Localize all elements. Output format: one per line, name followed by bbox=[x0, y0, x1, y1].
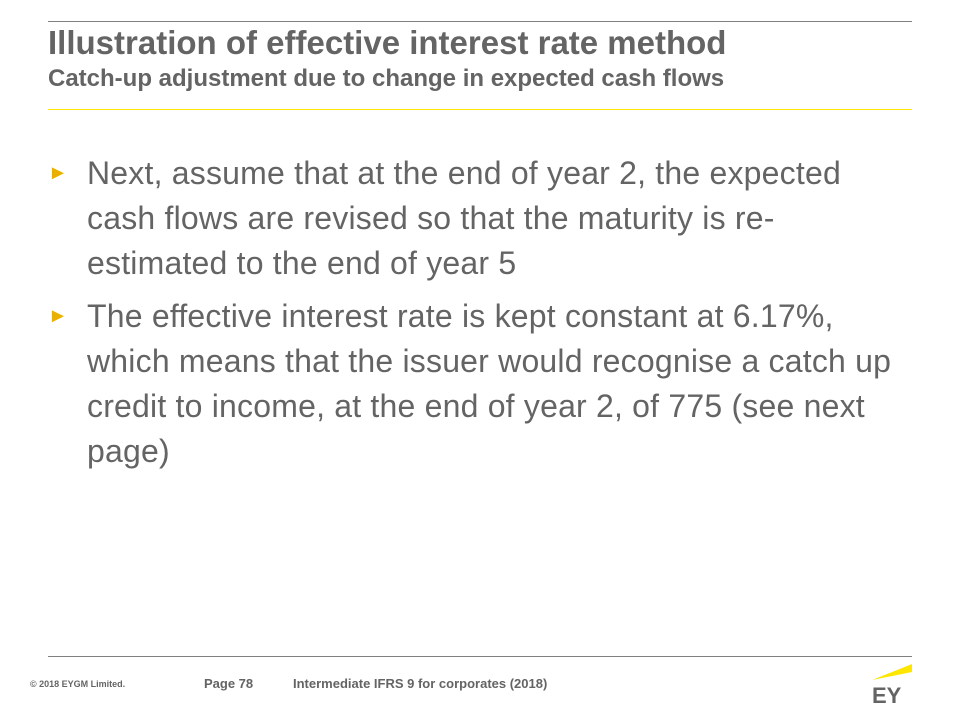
title-divider bbox=[48, 109, 912, 110]
slide-subtitle: Catch-up adjustment due to change in expected cash flows bbox=[48, 65, 725, 92]
triangle-bullet-icon: ► bbox=[48, 162, 68, 184]
page-number: Page 78 bbox=[204, 676, 254, 691]
top-divider bbox=[48, 21, 912, 22]
bullet-item bbox=[48, 151, 912, 286]
ey-logo-icon bbox=[868, 660, 914, 706]
slide-title: Illustration of effective interest rate method bbox=[48, 24, 727, 61]
bullet-text: The effective interest rate is kept constant at 6.17%, which means that the issuer would recognise a catch up credit to income, at the end of year 2, of 775 (see next page) bbox=[87, 298, 892, 469]
course-title: Intermediate IFRS 9 for corporates (2018) bbox=[293, 676, 548, 691]
bullet-list bbox=[48, 151, 912, 482]
footer-divider bbox=[48, 656, 912, 657]
copyright-notice: © 2018 EYGM Limited. bbox=[30, 679, 126, 689]
triangle-bullet-icon: ► bbox=[48, 305, 68, 327]
bullet-item bbox=[48, 294, 912, 474]
ey-logo-beam bbox=[872, 664, 912, 680]
bullet-text: Next, assume that at the end of year 2, the expected cash flows are revised so that the maturity is re-estimated to the end of year 5 bbox=[87, 155, 841, 281]
ey-logo-letters: EY bbox=[872, 683, 902, 706]
